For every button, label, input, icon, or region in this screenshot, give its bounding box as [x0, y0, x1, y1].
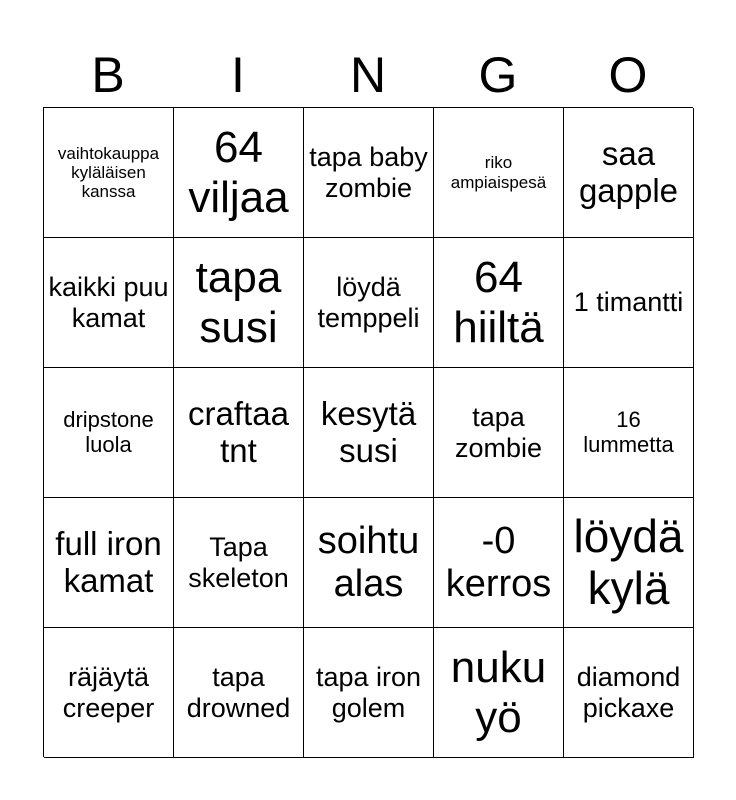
bingo-cell-r5c1[interactable]	[44, 628, 174, 758]
bingo-cell-r4c2[interactable]	[174, 498, 304, 628]
cell-text: 1 timantti	[573, 287, 684, 318]
bingo-cell-r3c3[interactable]	[304, 368, 434, 498]
cell-text: vaihtokauppa kyläläisen kanssa	[57, 143, 160, 202]
bingo-cell-r4c3[interactable]	[304, 498, 434, 628]
cell-text: kaikki puu kamat	[48, 272, 169, 333]
bingo-cell-r3c5[interactable]	[564, 368, 694, 498]
bingo-cell-r5c2[interactable]	[174, 628, 304, 758]
cell-text: full iron kamat	[55, 524, 162, 599]
cell-text: räjäytä creeper	[62, 662, 155, 723]
cell-text: tapa zombie	[454, 402, 543, 463]
cell-text: tapa drowned	[186, 662, 291, 723]
cell-text: dripstone luola	[63, 406, 154, 457]
cell-text: 64 viljaa	[188, 123, 289, 222]
bingo-cell-r4c5[interactable]	[564, 498, 694, 628]
bingo-cell-r2c3[interactable]	[304, 238, 434, 368]
cell-text: 16 lummetta	[583, 406, 674, 457]
cell-text: saa gapple	[578, 134, 679, 209]
bingo-cell-r5c5[interactable]	[564, 628, 694, 758]
bingo-cell-r3c2[interactable]	[174, 368, 304, 498]
cell-text: 64 hiiltä	[453, 253, 544, 352]
cell-text: soihtu alas	[317, 519, 420, 605]
cell-text: tapa susi	[195, 253, 282, 352]
bingo-cell-r5c3[interactable]	[304, 628, 434, 758]
header-letter-n: N	[349, 47, 387, 103]
bingo-cell-r2c4[interactable]	[434, 238, 564, 368]
bingo-cell-r1c3[interactable]	[304, 108, 434, 238]
bingo-cell-r4c4[interactable]	[434, 498, 564, 628]
bingo-cell-r3c1[interactable]	[44, 368, 174, 498]
bingo-grid	[43, 107, 693, 757]
cell-text: löydä kylä	[573, 509, 684, 614]
bingo-cell-r1c2[interactable]	[174, 108, 304, 238]
bingo-cell-r1c4[interactable]	[434, 108, 564, 238]
bingo-cell-r1c1[interactable]	[44, 108, 174, 238]
cell-text: -0 kerros	[445, 519, 552, 605]
cell-text: nuku yö	[450, 643, 547, 742]
cell-text: kesytä susi	[320, 394, 417, 469]
cell-text: Tapa skeleton	[188, 532, 289, 593]
bingo-header	[43, 42, 693, 108]
cell-text: diamond pickaxe	[576, 662, 681, 723]
cell-text: tapa baby zombie	[309, 142, 428, 203]
bingo-cell-r4c1[interactable]	[44, 498, 174, 628]
bingo-cell-r3c4[interactable]	[434, 368, 564, 498]
cell-text: löydä temppeli	[317, 272, 420, 333]
bingo-cell-r2c2[interactable]	[174, 238, 304, 368]
bingo-cell-r1c5[interactable]	[564, 108, 694, 238]
cell-text: riko ampiaispesä	[450, 153, 547, 192]
header-letter-i: I	[231, 47, 245, 103]
header-letter-o: O	[608, 47, 648, 103]
header-letter-b: B	[91, 47, 125, 103]
cell-text: craftaa tnt	[188, 394, 289, 469]
header-letter-g: G	[478, 47, 518, 103]
cell-text: tapa iron golem	[315, 662, 422, 723]
bingo-cell-r2c1[interactable]	[44, 238, 174, 368]
bingo-cell-r5c4[interactable]	[434, 628, 564, 758]
bingo-cell-r2c5[interactable]	[564, 238, 694, 368]
